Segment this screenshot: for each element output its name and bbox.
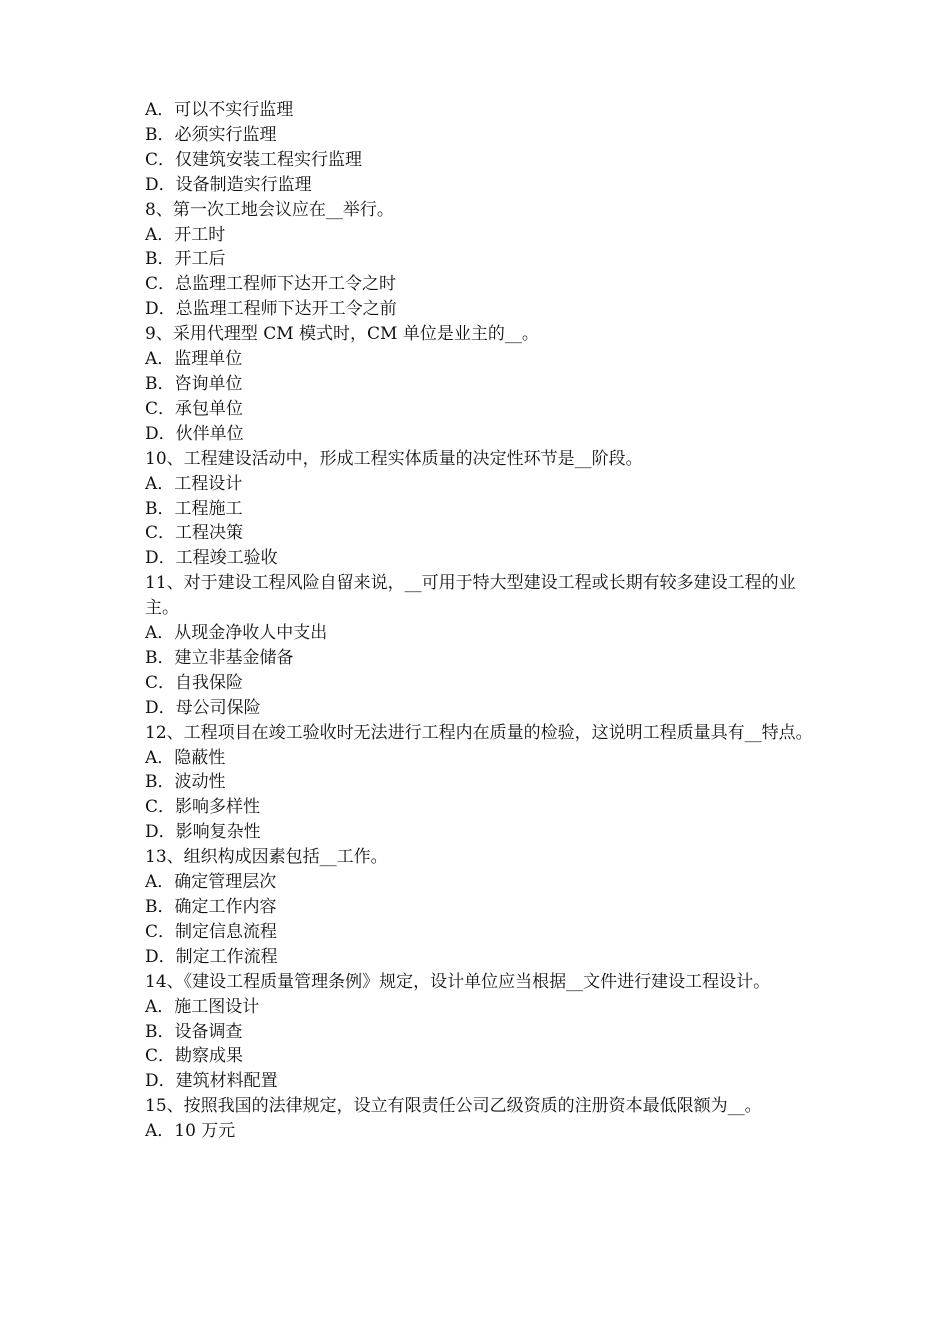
question-stem-10: 10、工程建设活动中，形成工程实体质量的决定性环节是__阶段。 bbox=[145, 448, 643, 469]
option-9d: D．伙伴单位 bbox=[145, 423, 244, 444]
option-7b: B．必须实行监理 bbox=[145, 124, 277, 145]
question-stem-8: 8、第一次工地会议应在__举行。 bbox=[145, 199, 394, 220]
option-9b: B．咨询单位 bbox=[145, 373, 243, 394]
question-stem-13: 13、组织构成因素包括__工作。 bbox=[145, 847, 388, 868]
option-7a: A．可以不实行监理 bbox=[145, 100, 294, 120]
option-12b: B．波动性 bbox=[145, 772, 226, 793]
question-stem-9: 9、采用代理型 CM 模式时，CM 单位是业主的__。 bbox=[145, 324, 539, 345]
option-12d: D．影响复杂性 bbox=[145, 822, 261, 843]
option-13c: C．制定信息流程 bbox=[145, 921, 278, 942]
option-10c: C．工程决策 bbox=[145, 523, 244, 544]
option-14a: A．施工图设计 bbox=[145, 996, 260, 1017]
option-7c: C．仅建筑安装工程实行监理 bbox=[145, 149, 363, 170]
option-9a: A．监理单位 bbox=[145, 349, 243, 370]
question-block-15 bbox=[145, 1094, 815, 1144]
option-9c: C．承包单位 bbox=[145, 398, 244, 419]
option-14b: B．设备调查 bbox=[145, 1021, 243, 1042]
option-10a: A．工程设计 bbox=[145, 473, 243, 494]
option-11c: C．自我保险 bbox=[145, 672, 244, 693]
question-stem-15: 15、按照我国的法律规定，设立有限责任公司乙级资质的注册资本最低限额为__。 bbox=[145, 1096, 762, 1117]
option-7d: D．设备制造实行监理 bbox=[145, 174, 312, 195]
question-block-14 bbox=[145, 970, 815, 1095]
option-10d: D．工程竣工验收 bbox=[145, 548, 278, 569]
option-12c: C．影响多样性 bbox=[145, 797, 261, 818]
option-12a: A．隐蔽性 bbox=[145, 747, 226, 768]
option-11d: D．母公司保险 bbox=[145, 697, 261, 718]
option-13a: A．确定管理层次 bbox=[145, 872, 277, 893]
question-block-7 bbox=[145, 98, 815, 198]
option-11a: A．从现金净收人中支出 bbox=[145, 623, 328, 644]
question-block-10 bbox=[145, 447, 815, 572]
option-14c: C．勘察成果 bbox=[145, 1046, 244, 1067]
option-8b: B．开工后 bbox=[145, 249, 226, 270]
option-14d: D．建筑材料配置 bbox=[145, 1071, 278, 1092]
question-block-8 bbox=[145, 198, 815, 323]
option-10b: B．工程施工 bbox=[145, 498, 243, 519]
question-block-11 bbox=[145, 571, 815, 720]
option-8a: A．开工时 bbox=[145, 224, 226, 245]
question-block-9 bbox=[145, 322, 815, 447]
option-13d: D．制定工作流程 bbox=[145, 946, 278, 967]
document-page bbox=[145, 98, 815, 1144]
option-13b: B．确定工作内容 bbox=[145, 897, 277, 917]
option-15a: A．10 万元 bbox=[145, 1121, 236, 1142]
question-block-13 bbox=[145, 845, 815, 970]
option-8c: C．总监理工程师下达开工令之时 bbox=[145, 274, 397, 295]
option-8d: D．总监理工程师下达开工令之前 bbox=[145, 299, 397, 320]
question-stem-12: 12、工程项目在竣工验收时无法进行工程内在质量的检验，这说明工程质量具有__特点。 bbox=[145, 722, 813, 743]
option-11b: B．建立非基金储备 bbox=[145, 647, 294, 668]
question-stem-11: 11、对于建设工程风险自留来说，__可用于特大型建设工程或长期有较多建设工程的业主。 bbox=[145, 573, 796, 619]
question-block-12 bbox=[145, 721, 815, 846]
question-stem-14: 14、《建设工程质量管理条例》规定，设计单位应当根据__文件进行建设工程设计。 bbox=[145, 971, 771, 992]
